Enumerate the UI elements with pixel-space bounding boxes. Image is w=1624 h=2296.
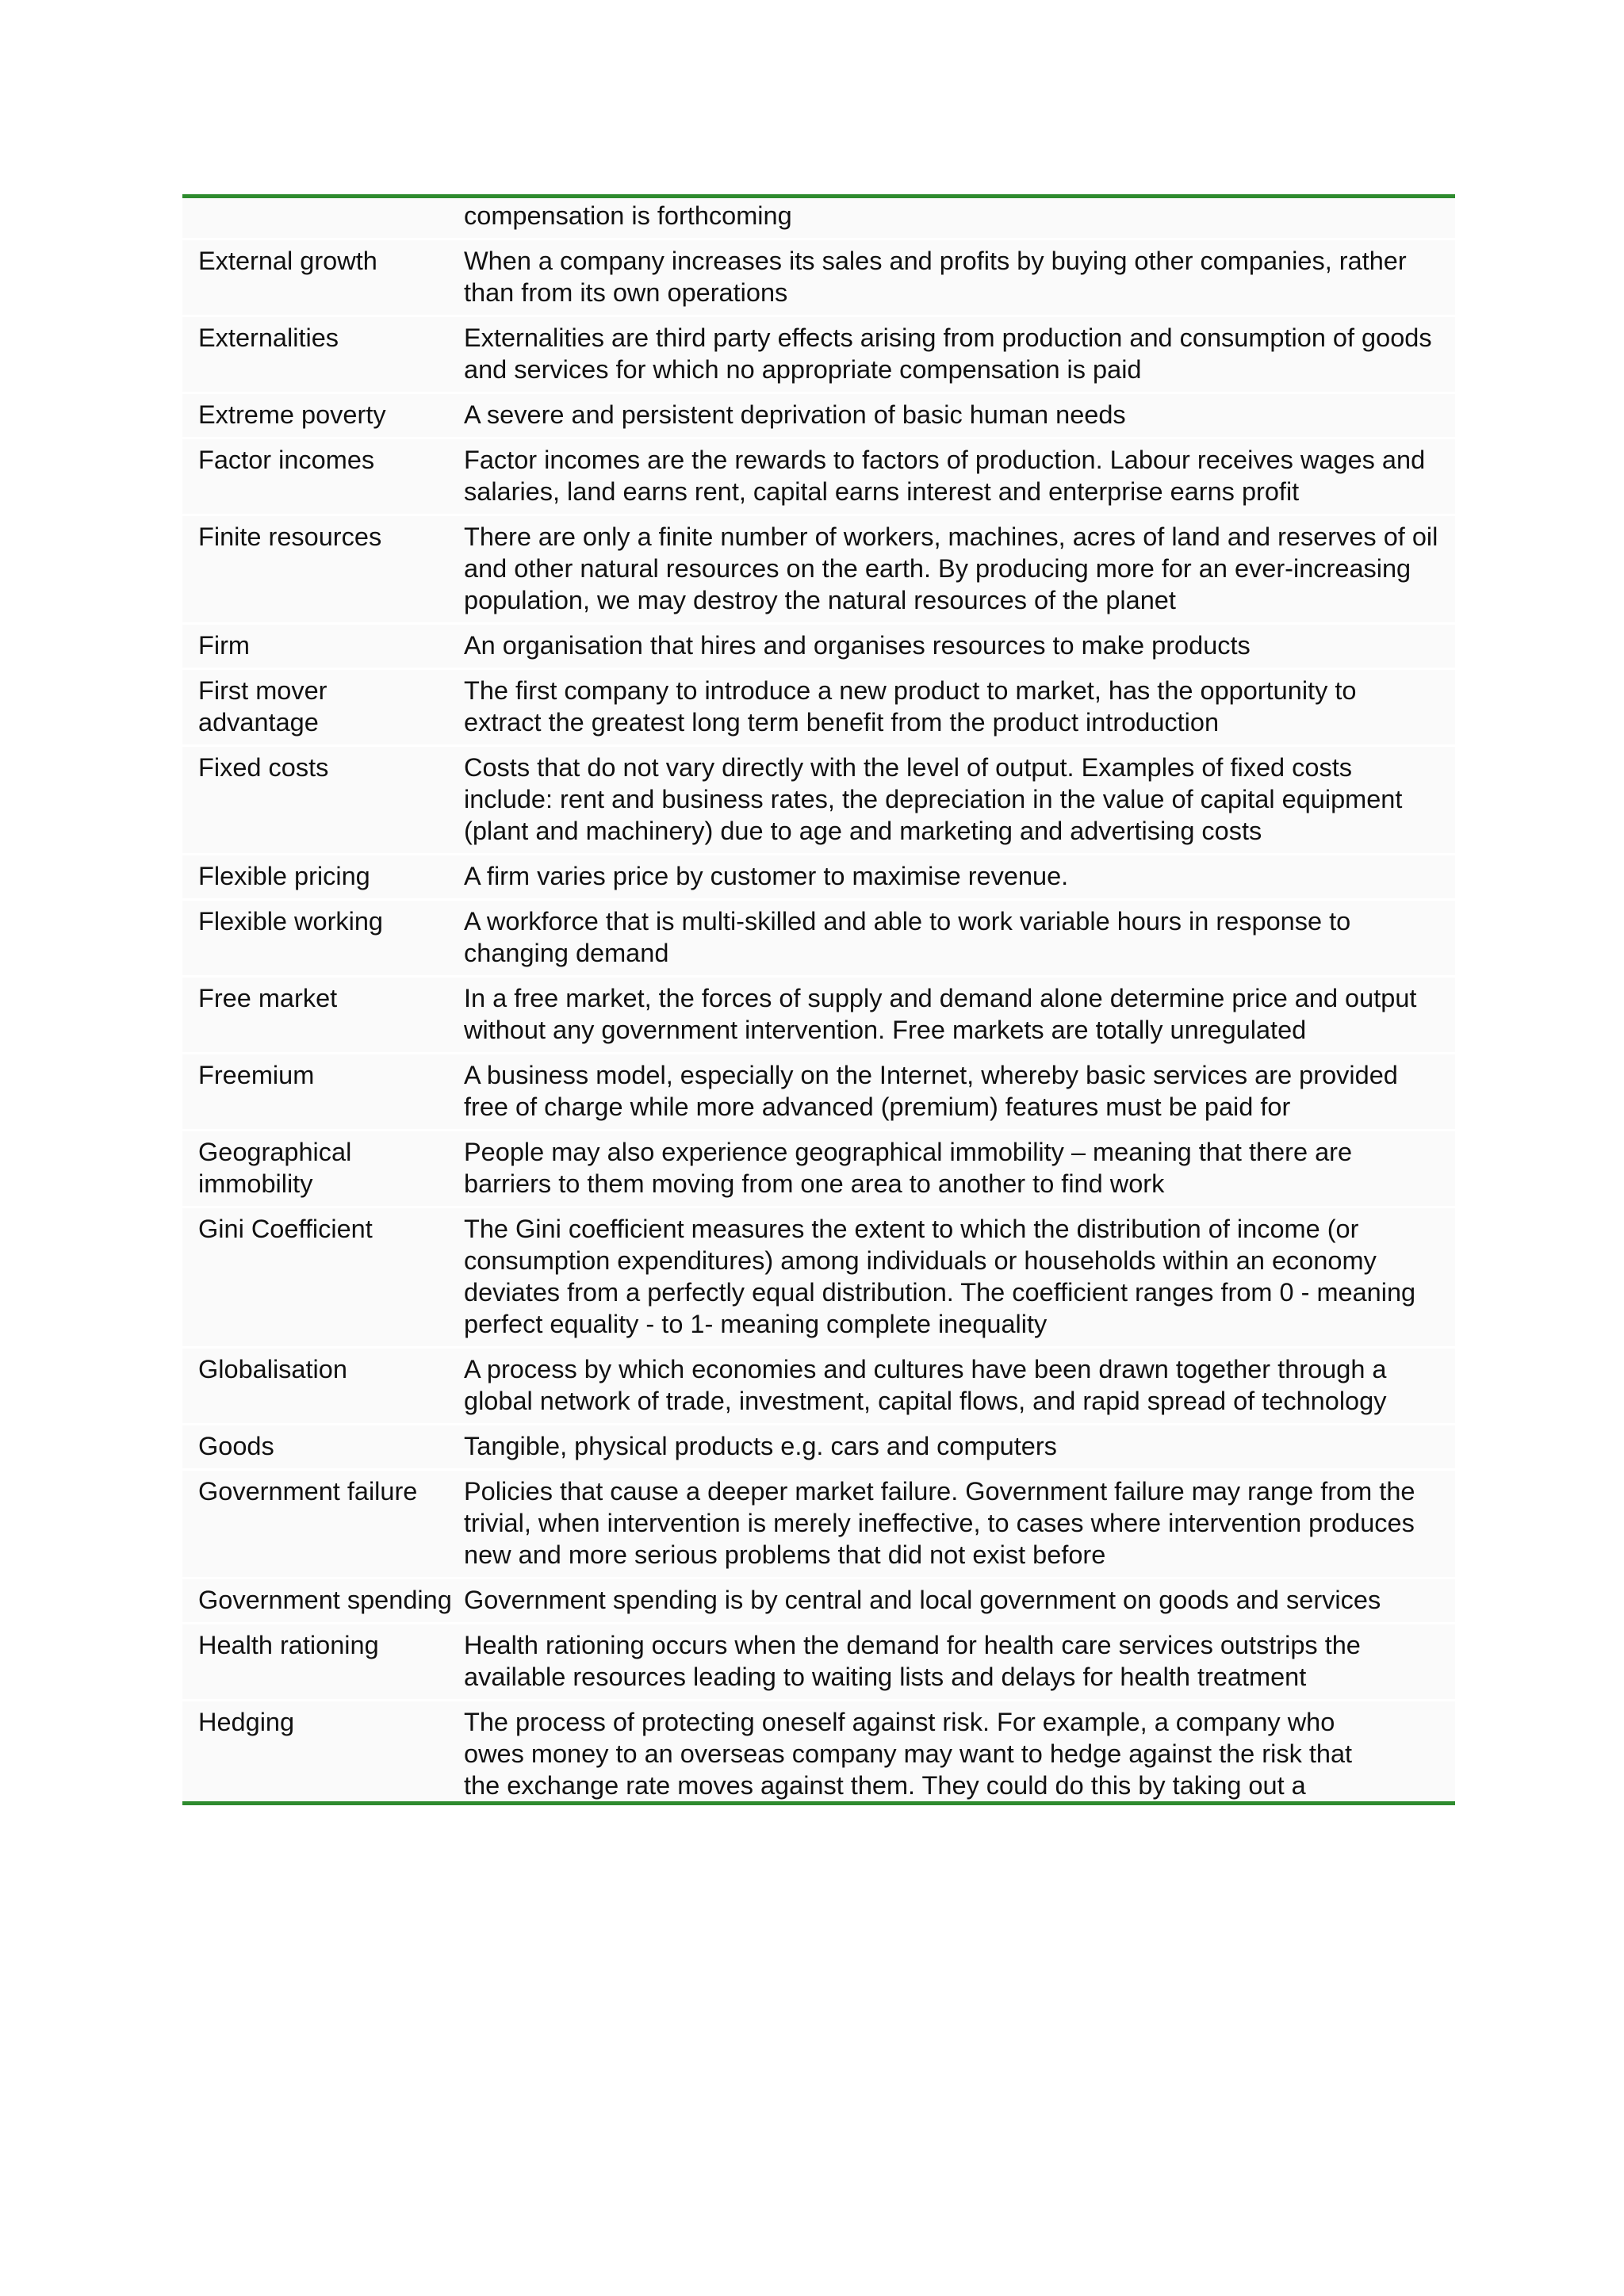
definition-line: the exchange rate moves against them. They could do this by taking out a bbox=[464, 1771, 1306, 1800]
glossary-definition: A workforce that is multi-skilled and able to work variable hours in response to changing demand bbox=[464, 900, 1455, 977]
glossary-term: Hedging bbox=[182, 1701, 464, 1802]
glossary-definition: There are only a finite number of workers, machines, acres of land and reserves of oil and other natural resources on the earth. By producing more for an ever-increasing population, we may destroy the natural resources of the planet bbox=[464, 515, 1455, 624]
definition-line: The process of protecting oneself against risk. For example, a company who bbox=[464, 1708, 1335, 1736]
glossary-row bbox=[182, 515, 1455, 624]
glossary-definition: A business model, especially on the Internet, whereby basic services are provided free of charge while more advanced (premium) features must be paid for bbox=[464, 1054, 1455, 1131]
glossary-term: Extreme poverty bbox=[182, 393, 464, 438]
glossary-definition: Health rationing occurs when the demand for health care services outstrips the available resources leading to waiting lists and delays for health treatment bbox=[464, 1624, 1455, 1701]
glossary-row bbox=[182, 438, 1455, 515]
glossary-row bbox=[182, 746, 1455, 855]
glossary-term: Flexible pricing bbox=[182, 855, 464, 900]
bottom-rule bbox=[182, 1801, 1455, 1805]
glossary-row bbox=[182, 1624, 1455, 1701]
glossary-row bbox=[182, 900, 1455, 977]
glossary-row bbox=[182, 977, 1455, 1054]
glossary-definition: A process by which economies and cultures have been drawn together through a global network of trade, investment, capital flows, and rapid spread of technology bbox=[464, 1348, 1455, 1425]
term-cell bbox=[182, 198, 464, 239]
glossary-term: Health rationing bbox=[182, 1624, 464, 1701]
glossary-row bbox=[182, 855, 1455, 900]
continuation-text: compensation is forthcoming bbox=[464, 198, 1455, 239]
glossary-definition: Externalities are third party effects arising from production and consumption of goods and services for which no appropriate compensation is paid bbox=[464, 316, 1455, 393]
glossary-definition: Costs that do not vary directly with the level of output. Examples of fixed costs include: rent and business rates, the depreciation in the value of capital equipment (plant and machinery) due to age and marketing and advertising costs bbox=[464, 746, 1455, 855]
glossary-table bbox=[182, 198, 1455, 1801]
glossary-row bbox=[182, 624, 1455, 669]
glossary-term: Government failure bbox=[182, 1470, 464, 1578]
glossary-term: Externalities bbox=[182, 316, 464, 393]
glossary-row bbox=[182, 1470, 1455, 1578]
glossary-definition bbox=[464, 1701, 1455, 1802]
definition-line: owes money to an overseas company may want to hedge against the risk that bbox=[464, 1739, 1353, 1768]
glossary-term: Gini Coefficient bbox=[182, 1207, 464, 1348]
glossary-row bbox=[182, 1348, 1455, 1425]
glossary-definition: Policies that cause a deeper market failure. Government failure may range from the trivial, when intervention is merely ineffective, to cases where intervention produces new and more serious problems that did not exist before bbox=[464, 1470, 1455, 1578]
glossary-term: Firm bbox=[182, 624, 464, 669]
glossary-term: Free market bbox=[182, 977, 464, 1054]
glossary-row bbox=[182, 1054, 1455, 1131]
glossary-term: Fixed costs bbox=[182, 746, 464, 855]
glossary-definition: A severe and persistent deprivation of basic human needs bbox=[464, 393, 1455, 438]
glossary-row bbox=[182, 1578, 1455, 1624]
glossary-definition: People may also experience geographical immobility – meaning that there are barriers to them moving from one area to another to find work bbox=[464, 1131, 1455, 1207]
glossary-row bbox=[182, 393, 1455, 438]
glossary-definition: Factor incomes are the rewards to factors of production. Labour receives wages and salaries, land earns rent, capital earns interest and enterprise earns profit bbox=[464, 438, 1455, 515]
glossary-row bbox=[182, 1131, 1455, 1207]
glossary-definition: In a free market, the forces of supply and demand alone determine price and output without any government intervention. Free markets are totally unregulated bbox=[464, 977, 1455, 1054]
glossary-definition: The first company to introduce a new product to market, has the opportunity to extract the greatest long term benefit from the product introduction bbox=[464, 669, 1455, 746]
glossary-row bbox=[182, 239, 1455, 316]
glossary-term: Government spending bbox=[182, 1578, 464, 1624]
glossary-row bbox=[182, 669, 1455, 746]
glossary-row bbox=[182, 1701, 1455, 1802]
glossary-row bbox=[182, 1425, 1455, 1470]
glossary-term: Globalisation bbox=[182, 1348, 464, 1425]
glossary-term: Goods bbox=[182, 1425, 464, 1470]
glossary-definition: An organisation that hires and organises resources to make products bbox=[464, 624, 1455, 669]
continuation-row bbox=[182, 198, 1455, 239]
glossary-definition: Tangible, physical products e.g. cars and computers bbox=[464, 1425, 1455, 1470]
glossary-definition: The Gini coefficient measures the extent to which the distribution of income (or consumption expenditures) among individuals or households within an economy deviates from a perfectly equal distribution. The coefficient ranges from 0 - meaning perfect equality - to 1- meaning complete inequality bbox=[464, 1207, 1455, 1348]
glossary-term: Flexible working bbox=[182, 900, 464, 977]
glossary-term: Factor incomes bbox=[182, 438, 464, 515]
glossary-term: Freemium bbox=[182, 1054, 464, 1131]
glossary-page bbox=[182, 194, 1455, 1805]
glossary-definition: A firm varies price by customer to maximise revenue. bbox=[464, 855, 1455, 900]
glossary-term: Geographical immobility bbox=[182, 1131, 464, 1207]
glossary-definition: Government spending is by central and local government on goods and services bbox=[464, 1578, 1455, 1624]
glossary-term: First mover advantage bbox=[182, 669, 464, 746]
glossary-term: External growth bbox=[182, 239, 464, 316]
glossary-row bbox=[182, 1207, 1455, 1348]
glossary-row bbox=[182, 316, 1455, 393]
glossary-term: Finite resources bbox=[182, 515, 464, 624]
glossary-definition: When a company increases its sales and profits by buying other companies, rather than from its own operations bbox=[464, 239, 1455, 316]
